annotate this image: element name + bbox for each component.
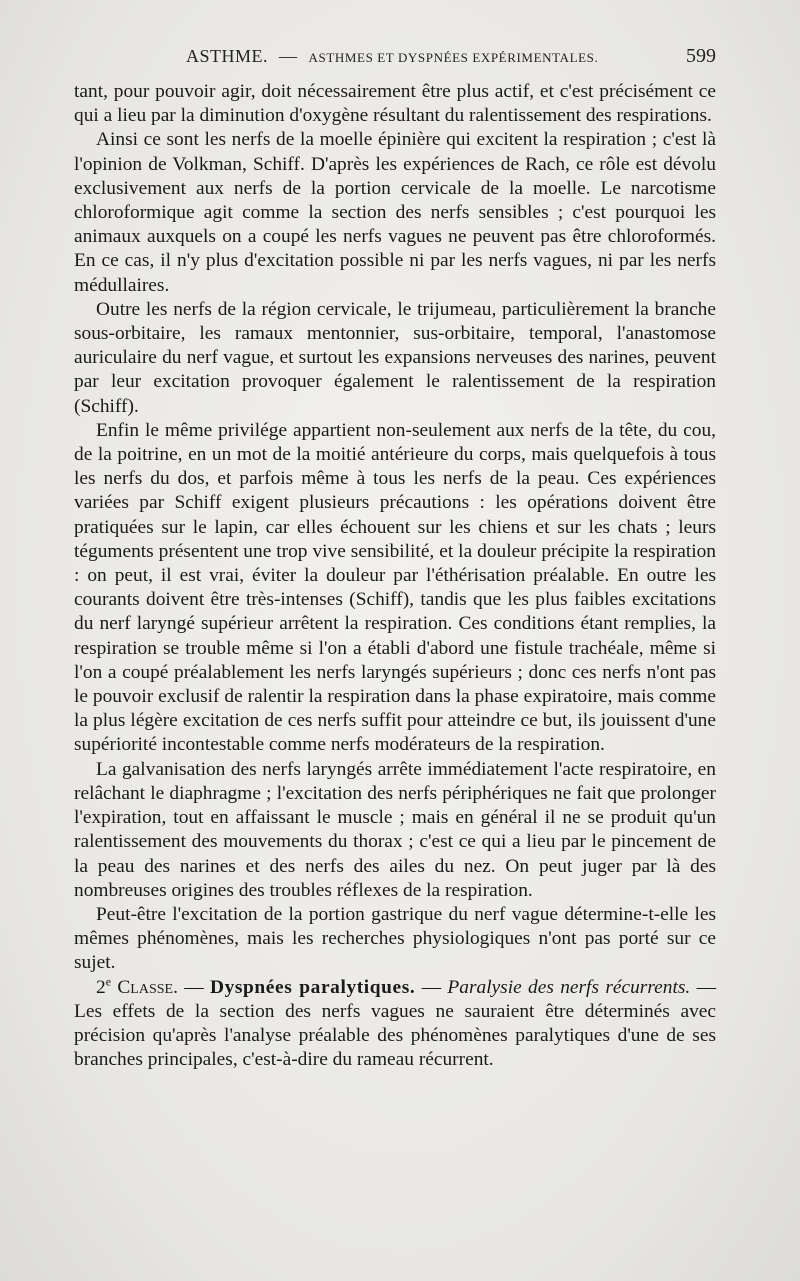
body-text xyxy=(74,80,716,1072)
section-subtitle: Paralysie des nerfs récurrents. xyxy=(447,976,691,998)
running-head-dash: — xyxy=(279,46,298,66)
section-number: 2 xyxy=(96,976,106,998)
section-dash-1: — xyxy=(184,976,204,998)
paragraph-5: La galvanisation des nerfs laryngés arrête immédiatement l'acte respiratoire, en relâchant le diaphragme ; l'excitation des nerfs périphériques ne fait que prolonger l'expiration, tout en affaissant le muscle ; mais en général il ne se produit qu'un ralentissement des mouvements du thorax ; c'est ce qui a lieu par le pincement de la peau des narines et des nerfs des ailes du nez. On peut juger par là des nombreuses origines des troubles réflexes de la respiration. xyxy=(74,758,716,901)
paragraph-1: tant, pour pouvoir agir, doit nécessairement être plus actif, et c'est précisément ce qui a lieu par la diminution d'oxygène résultant du ralentissement des respirations. xyxy=(74,81,716,127)
section-text: Les effets de la section des nerfs vagues ne sauraient être déterminés avec précision qu'après l'analyse préalable des phénomènes paralytiques d'une de ses branches principales, c'est-à-dire du rameau récurrent. xyxy=(74,1000,716,1071)
paragraph-4: Enfin le même privilége appartient non-seulement aux nerfs de la tête, du cou, de la poitrine, en un mot de la moitié antérieure du corps, mais quelquefois à tous les nerfs du dos, et parfois même à tous les nerfs de la peau. Ces expériences variées par Schiff exigent plusieurs précautions : les opérations doivent être pratiquées sur le lapin, car elles échouent sur les chiens et sur les chats ; leurs téguments présentent une trop vive sensibilité, et la douleur précipite la respiration : on peut, il est vrai, éviter la douleur par l'éthérisation préalable. En outre les courants doivent être très-intenses (Schiff), tandis que les plus faibles excitations du nerf laryngé supérieur arrêtent la respiration. Ces conditions étant remplies, la respiration se trouble même si l'on a établi d'abord une fistule trachéale, même si l'on a coupé préalablement les nerfs laryngés supérieurs ; donc ces nerfs n'ont pas le pouvoir exclusif de ralentir la respiration dans la phase expiratoire, mais comme la plus légère excitation de ces nerfs suffit pour atteindre ce but, ils jouissent d'une supériorité incontestable comme nerfs modérateurs de la respiration. xyxy=(74,419,716,756)
running-head-main: ASTHME. xyxy=(186,46,269,66)
section-dash-2: — xyxy=(421,976,442,998)
section-number-suffix: e xyxy=(105,974,112,989)
page-number: 599 xyxy=(686,45,716,67)
section-dash-3: — xyxy=(696,976,716,998)
running-head-sub: ASTHMES ET DYSPNÉES EXPÉRIMENTALES. xyxy=(308,50,599,65)
paragraph-2: Ainsi ce sont les nerfs de la moelle épinière qui excitent la respiration ; c'est là l'opinion de Volkman, Schiff. D'après les expériences de Rach, ce rôle est dévolu exclusivement aux nerfs de la portion cervicale de la moelle. Le narcotisme chloroformique agit comme la section des nerfs sensibles ; c'est pourquoi les animaux auxquels on a coupé les nerfs vagues ne peuvent pas être chloroformés. En ce cas, il n'y plus d'excitation possible ni par les nerfs vagues, ni par les nerfs médullaires. xyxy=(74,129,716,296)
section-label: Classe. xyxy=(117,976,178,998)
section-title: Dyspnées paralytiques. xyxy=(209,976,416,998)
section-paragraph xyxy=(74,976,716,1073)
page-header xyxy=(74,44,716,70)
paragraph-3: Outre les nerfs de la région cervicale, le trijumeau, particulièrement la branche sous-orbitaire, les ramaux mentonnier, sus-orbitaire, temporal, l'anastomose auriculaire du nerf vague, et surtout les expansions nerveuses des narines, peuvent par leur excitation provoquer également le ralentissement de la respiration (Schiff). xyxy=(74,298,716,417)
paragraph-6: Peut-être l'excitation de la portion gastrique du nerf vague détermine-t-elle les mêmes phénomènes, mais les recherches physiologiques n'ont pas porté sur ce sujet. xyxy=(74,903,716,974)
running-head xyxy=(186,46,598,67)
